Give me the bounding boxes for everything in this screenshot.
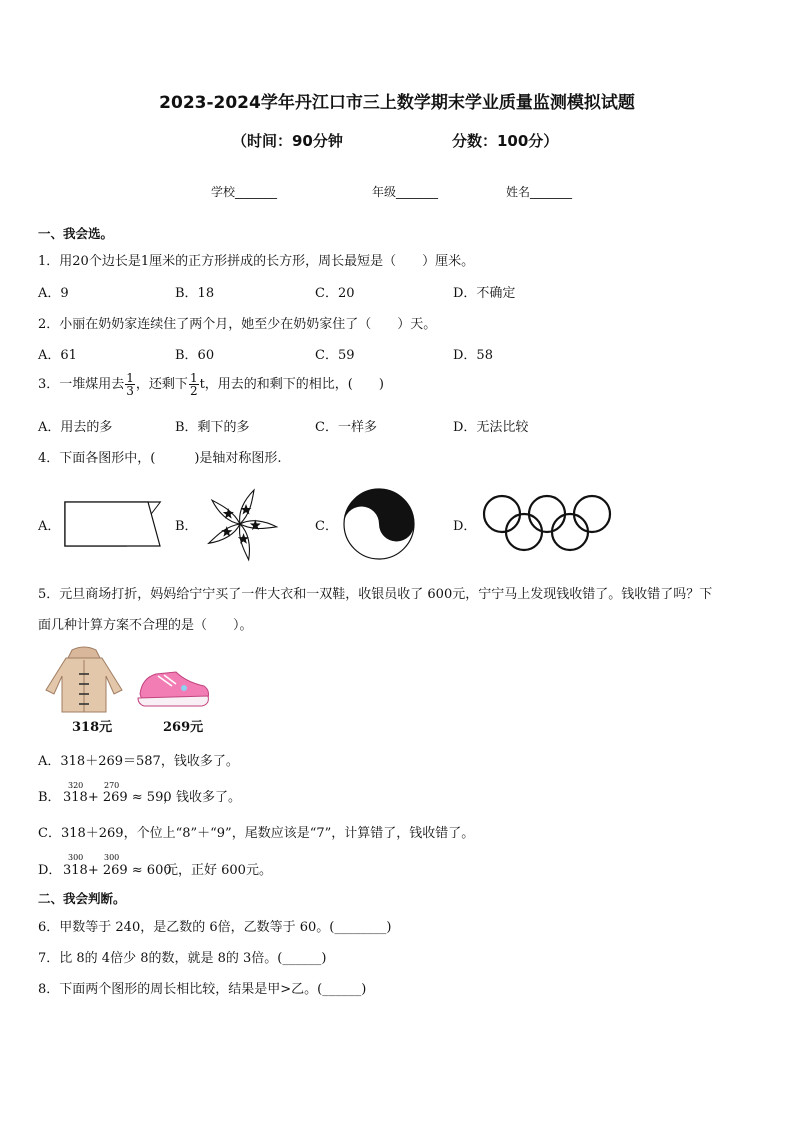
fraction-one-half: $\frac{1}{2}$ bbox=[189, 371, 198, 398]
q1-option-b: B．18 bbox=[175, 286, 215, 301]
q3-option-a: A．用去的多 bbox=[38, 420, 113, 435]
q3-option-b: B．剩下的多 bbox=[175, 420, 250, 435]
question-5-line2: 面几种计算方案不合理的是（ ）。 bbox=[38, 618, 253, 633]
grade-field: 年级_______ bbox=[372, 185, 439, 199]
q1-option-c: C．20 bbox=[315, 286, 355, 301]
yin-yang-figure bbox=[343, 488, 415, 560]
q5-option-d-label: D． bbox=[38, 863, 62, 878]
q2-option-d: D．58 bbox=[453, 348, 493, 363]
q5-option-d-approx-2: 300 bbox=[104, 853, 120, 862]
q2-option-b: B．60 bbox=[175, 348, 215, 363]
question-4: 4．下面各图形中，( )是轴对称图形. bbox=[38, 451, 282, 466]
bauhinia-figure bbox=[200, 488, 280, 560]
q3-text-c: t，用去的和剩下的相比，( ) bbox=[199, 377, 384, 392]
q5-option-d-expr: 318+ 269 ≈ 600 bbox=[63, 863, 172, 878]
q5-option-b-approx-2: 270 bbox=[104, 781, 120, 790]
question-1: 1．用20个边长是1厘米的正方形拼成的长方形，周长最短是（ ）厘米。 bbox=[38, 254, 475, 269]
q5-option-c: C．318＋269，个位上“8”＋“9”，尾数应该是“7”，计算错了，钱收错了。 bbox=[38, 826, 475, 841]
question-7: 7．比 8的 4倍少 8的数，就是 8的 3倍。(______) bbox=[38, 951, 327, 966]
fraction-one-third: $\frac{1}{3}$ bbox=[126, 371, 134, 398]
score-label: 分数：100分） bbox=[452, 132, 559, 150]
q5-option-d-tail: 元，正好 600元。 bbox=[165, 863, 272, 878]
question-8: 8．下面两个图形的周长相比较，结果是甲>乙。(______) bbox=[38, 982, 367, 997]
q3-text-a: 3．一堆煤用去 bbox=[38, 377, 125, 392]
name-field: 姓名_______ bbox=[506, 185, 573, 199]
q2-option-a: A．61 bbox=[38, 348, 77, 363]
section2-heading: 二、我会判断。 bbox=[38, 891, 126, 906]
coat-image bbox=[42, 646, 126, 712]
q5-option-a: A．318＋269＝587，钱收多了。 bbox=[38, 754, 239, 769]
q1-option-a: A．9 bbox=[38, 286, 69, 301]
q5-option-b-tail: ，钱收多了。 bbox=[163, 790, 242, 805]
q5-option-d-approx-1: 300 bbox=[68, 853, 84, 862]
school-field: 学校_______ bbox=[211, 185, 278, 199]
q2-option-c: C．59 bbox=[315, 348, 355, 363]
shoe-price: 269元 bbox=[163, 720, 204, 735]
page-title: 2023-2024学年丹江口市三上数学期末学业质量监测模拟试题 bbox=[159, 93, 635, 113]
q5-option-b-label: B． bbox=[38, 790, 61, 805]
q5-option-b-approx-1: 320 bbox=[68, 781, 84, 790]
trapezoid-shape bbox=[64, 500, 164, 550]
olympic-rings-figure bbox=[482, 494, 614, 554]
q4-option-c: C． bbox=[315, 519, 338, 534]
q3-text-b: ，还剩下 bbox=[135, 377, 188, 392]
coat-price: 318元 bbox=[72, 720, 113, 735]
question-6: 6．甲数等于 240，是乙数的 6倍，乙数等于 60。(________) bbox=[38, 920, 392, 935]
section1-heading: 一、我会选。 bbox=[38, 226, 114, 241]
q4-option-a: A． bbox=[38, 519, 61, 534]
question-2: 2．小丽在奶奶家连续住了两个月，她至少在奶奶家住了（ ）天。 bbox=[38, 317, 437, 332]
question-5-line1: 5．元旦商场打折，妈妈给宁宁买了一件大衣和一双鞋，收银员收了 600元，宁宁马上发现钱收错了。钱收错了吗？下 bbox=[38, 587, 713, 602]
q4-option-d: D． bbox=[453, 519, 477, 534]
q5-option-b-expr: 318+ 269 ≈ 590 bbox=[63, 790, 172, 805]
q1-option-d: D．不确定 bbox=[453, 286, 516, 301]
shoe-image bbox=[136, 664, 210, 708]
time-label: （时间：90分钟 bbox=[232, 132, 343, 150]
question-3 bbox=[38, 372, 384, 397]
q3-option-c: C．一样多 bbox=[315, 420, 377, 435]
q3-option-d: D．无法比较 bbox=[453, 420, 529, 435]
q4-option-b: B． bbox=[175, 519, 198, 534]
